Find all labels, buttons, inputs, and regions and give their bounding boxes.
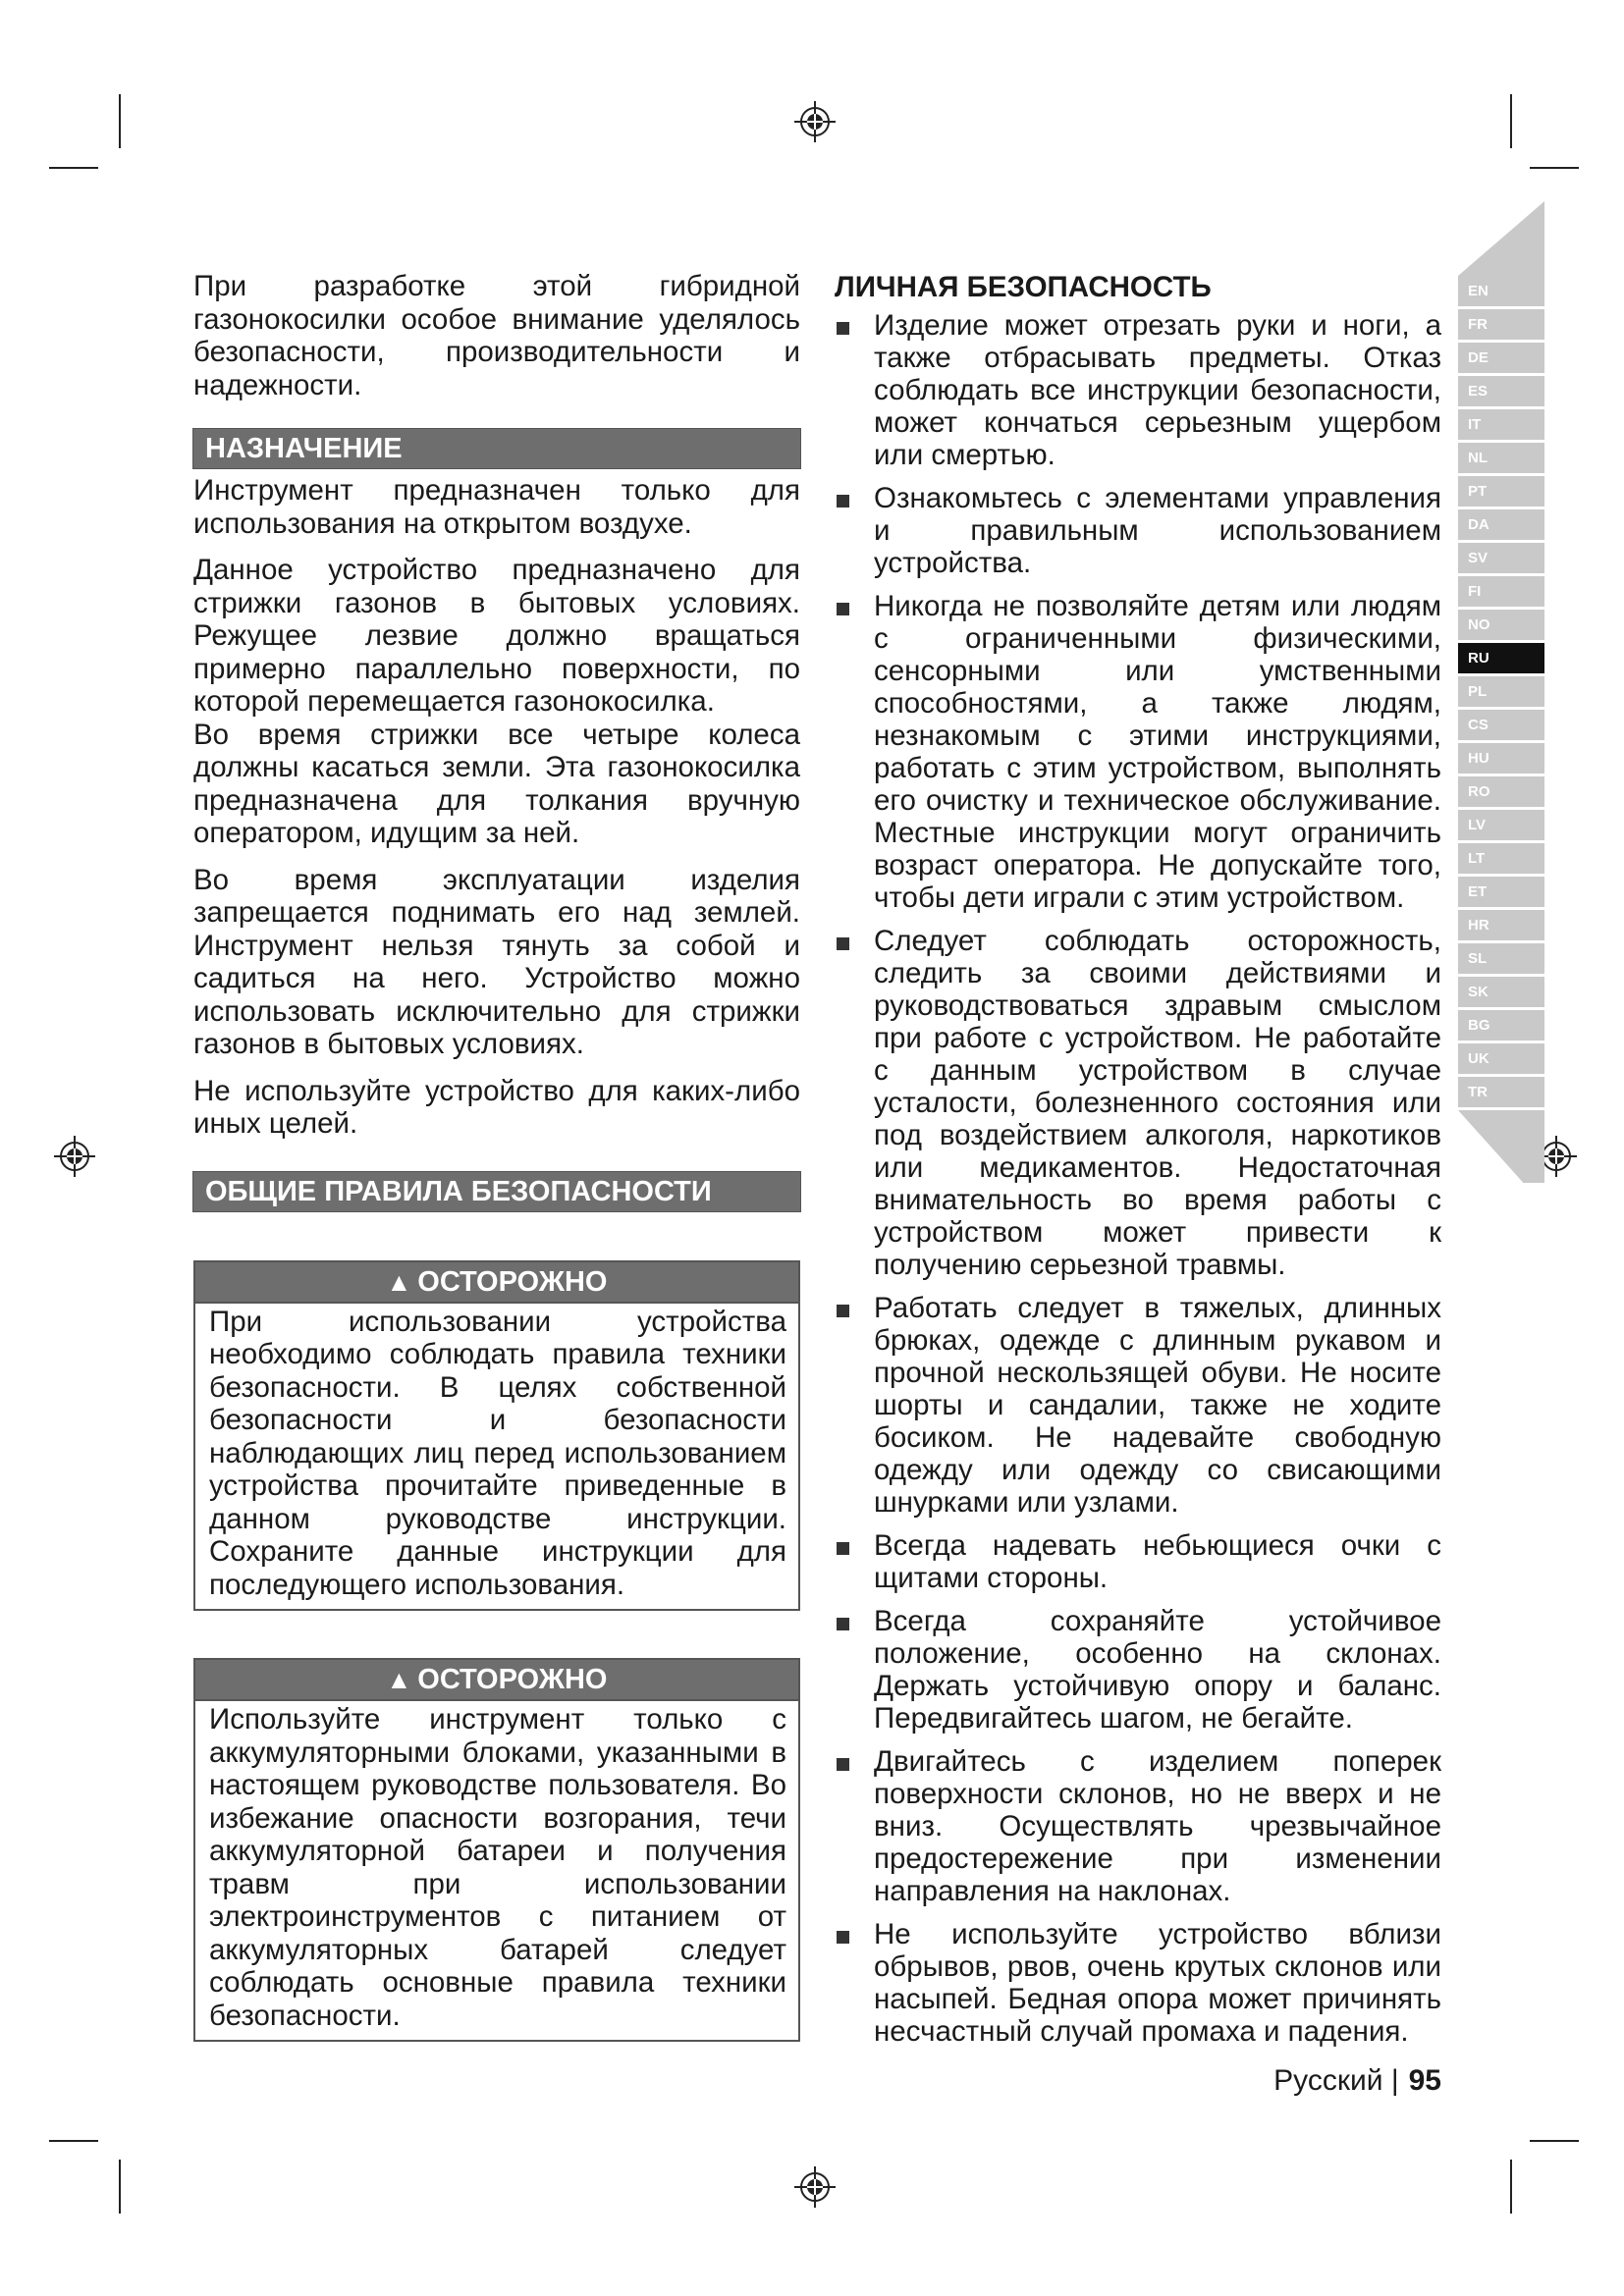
registration-mark-icon xyxy=(792,99,838,144)
language-tab-no: NO xyxy=(1458,610,1544,640)
language-tab-pt: PT xyxy=(1458,476,1544,507)
purpose-paragraph: Во время стрижки все четыре колеса должны касаться земли. Эта газонокосилка предназначена для толкания вручную оператором, идущим за ней. xyxy=(193,718,800,849)
intro-paragraph: При разработке этой гибридной газонокосилки особое внимание уделялось безопасности, производительности и надежности. xyxy=(193,270,800,401)
warning-header xyxy=(195,1262,798,1304)
language-tab-bg: BG xyxy=(1458,1010,1544,1041)
language-tab-sl: SL xyxy=(1458,943,1544,974)
warning-header xyxy=(195,1660,798,1701)
warning-text: Используйте инструмент только с аккумуляторными блоками, указанными в настоящем руководстве пользователя. Во избежание опасности возгорания, течи аккумуляторной батареи и получения травм при использовании электроинструментов с питанием от аккумуляторных батарей следует соблюдать основные правила техники безопасности. xyxy=(209,1703,786,2032)
warning-text: При использовании устройства необходимо соблюдать правила техники безопасности. В целях собственной безопасности и безопасности наблюдающих лиц перед использованием устройства прочитайте приведенные в данном руководстве инструкции. Сохраните данные инструкции для последующего использования. xyxy=(209,1305,786,1601)
purpose-paragraph: Во время эксплуатации изделия запрещается поднимать его над землей. Инструмент нельзя тянуть за собой и садиться на него. Устройство можно использовать исключительно для стрижки газонов в бытовых условиях. xyxy=(193,863,800,1060)
language-tab-fr: FR xyxy=(1458,309,1544,340)
crop-mark xyxy=(49,2140,98,2142)
safety-bullet-list xyxy=(835,309,1441,2048)
purpose-paragraph: Данное устройство предназначено для стрижки газонов в бытовых условиях. Режущее лезвие должно вращаться примерно параллельно поверхности, по которой перемещается газонокосилка. xyxy=(193,554,800,718)
warning-body xyxy=(195,1304,798,1610)
crop-mark xyxy=(1510,94,1512,148)
language-tab-ro: RO xyxy=(1458,776,1544,807)
purpose-paragraph: Инструмент предназначен только для использования на открытом воздухе. xyxy=(193,474,800,540)
list-item: Ознакомьтесь с элементами управления и правильным использованием устройства. xyxy=(835,482,1441,579)
purpose-heading: НАЗНАЧЕНИЕ xyxy=(193,429,800,468)
registration-mark-icon xyxy=(52,1134,97,1179)
right-column xyxy=(835,270,1441,2058)
language-tab-tr: TR xyxy=(1458,1077,1544,1107)
list-item: Следует соблюдать осторожность, следить за своими действиями и руководствоваться здравым смыслом при работе с устройством. Не работайте с данным устройством в случае усталости, болезненного состояния или под воздействием алкоголя, наркотиков или медикаментов. Недостаточная внимательность во время работы с устройством может привести к получению серьезной травмы. xyxy=(835,925,1441,1281)
warning-triangle-icon: ▲ xyxy=(386,1266,412,1297)
footer-language: Русский | xyxy=(1273,2064,1399,2097)
page-footer xyxy=(1273,2064,1441,2098)
language-tab-it: IT xyxy=(1458,409,1544,440)
language-tab-nl: NL xyxy=(1458,443,1544,473)
language-tab-lv: LV xyxy=(1458,810,1544,840)
crop-mark xyxy=(1530,167,1579,169)
list-item: Двигайтесь с изделием поперек поверхности склонов, но не вверх и не вниз. Осуществлять чрезвычайное предостережение при изменении направления на наклонах. xyxy=(835,1745,1441,1907)
list-item: Не используйте устройство вблизи обрывов, рвов, очень крутых склонов или насыпей. Бедная опора может причинять несчастный случай промаха и падения. xyxy=(835,1918,1441,2048)
warning-body xyxy=(195,1701,798,2040)
left-column xyxy=(193,270,800,2042)
list-item: Никогда не позволяйте детям или людям с ограниченными физическими, сенсорными или умственными способностями, а также людям, незнакомым с этими инструкциями, работать с этим устройством, выполнять его очистку и техническое обслуживание. Местные инструкции могут ограничить возраст оператора. Не допускайте того, чтобы дети играли с этим устройством. xyxy=(835,590,1441,914)
warning-label: ОСТОРОЖНО xyxy=(417,1664,608,1695)
personal-safety-heading: ЛИЧНАЯ БЕЗОПАСНОСТЬ xyxy=(835,271,1212,303)
language-tab-ru: RU xyxy=(1458,643,1544,673)
page-number: 95 xyxy=(1408,2064,1441,2097)
language-tab-es: ES xyxy=(1458,376,1544,406)
crop-mark xyxy=(119,94,121,148)
list-item: Изделие может отрезать руки и ноги, а также отбрасывать предметы. Отказ соблюдать все инструкции безопасности, может кончаться серьезным ущербом или смертью. xyxy=(835,309,1441,471)
crop-mark xyxy=(1530,2140,1579,2142)
language-tab-pl: PL xyxy=(1458,676,1544,707)
language-tab-et: ET xyxy=(1458,877,1544,907)
crop-mark xyxy=(49,167,98,169)
general-safety-heading: ОБЩИЕ ПРАВИЛА БЕЗОПАСНОСТИ xyxy=(193,1172,800,1211)
language-tab-fi: FI xyxy=(1458,576,1544,607)
warning-box xyxy=(193,1658,800,2042)
language-tab-uk: UK xyxy=(1458,1043,1544,1074)
language-tab-da: DA xyxy=(1458,509,1544,540)
registration-mark-icon xyxy=(792,2164,838,2210)
list-item: Всегда сохраняйте устойчивое положение, особенно на склонах. Держать устойчивую опору и баланс. Передвигайтесь шагом, не бегайте. xyxy=(835,1605,1441,1735)
purpose-paragraph: Не используйте устройство для каких-либо иных целей. xyxy=(193,1074,800,1140)
language-tab-lt: LT xyxy=(1458,843,1544,874)
language-tabs xyxy=(1458,201,1544,1183)
language-tab-cs: CS xyxy=(1458,710,1544,740)
tab-bottom-triangle xyxy=(1458,201,1544,1183)
language-tab-hr: HR xyxy=(1458,910,1544,940)
list-item: Всегда надевать небьющиеся очки с щитами стороны. xyxy=(835,1529,1441,1594)
crop-mark xyxy=(1510,2160,1512,2214)
warning-label: ОСТОРОЖНО xyxy=(417,1265,608,1298)
language-tab-sv: SV xyxy=(1458,543,1544,573)
language-tab-sk: SK xyxy=(1458,977,1544,1007)
crop-mark xyxy=(119,2160,121,2214)
list-item: Работать следует в тяжелых, длинных брюках, одежде с длинным рукавом и прочной нескользящей обуви. Не носите шорты и сандалии, также не ходите босиком. Не надевайте свободную одежду или одежду со свисающими шнурками или узлами. xyxy=(835,1292,1441,1519)
language-tab-hu: HU xyxy=(1458,743,1544,774)
warning-box xyxy=(193,1260,800,1612)
warning-triangle-icon: ▲ xyxy=(386,1665,412,1694)
language-tab-de: DE xyxy=(1458,343,1544,373)
language-tab-en: EN xyxy=(1458,276,1544,306)
